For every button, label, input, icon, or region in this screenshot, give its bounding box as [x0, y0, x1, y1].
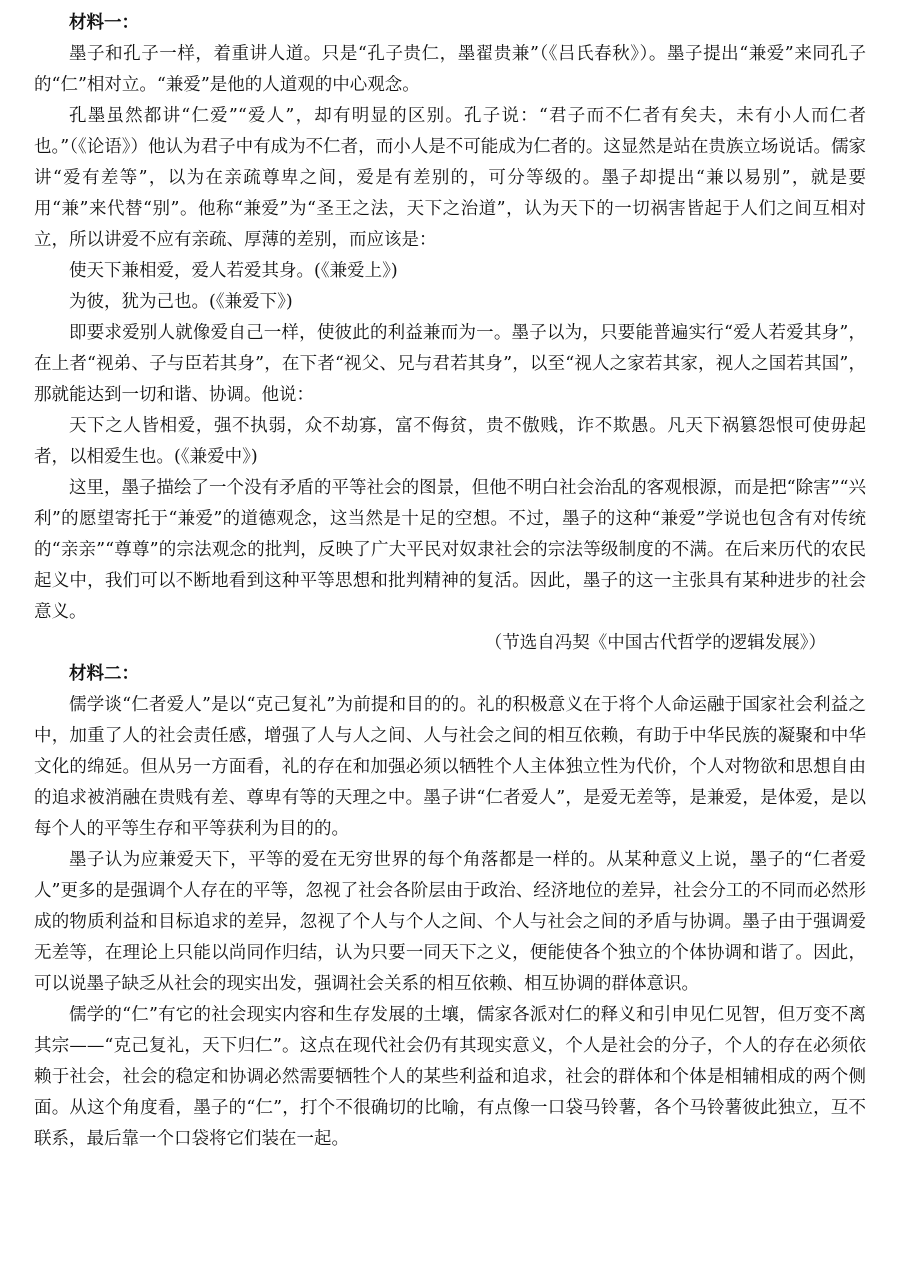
- material-1-paragraph-4: 这里，墨子描绘了一个没有矛盾的平等社会的图景，但他不明白社会治乱的客观根源，而是把“除害”“兴利”的愿望寄托于“兼爱”的道德观念，这当然是十足的空想。不过，墨子的这种“兼爱”学说也包含有对传统的“亲亲”“尊尊”的宗法观念的批判，反映了广大平民对奴隶社会的宗法等级制度的不满。在后来历代的农民起义中，我们可以不断地看到这种平等思想和批判精神的复活。因此，墨子的这一主张具有某种进步的社会意义。: [34, 478, 866, 622]
- material-1-source: （节选自冯契《中国古代哲学的逻辑发展》）: [484, 633, 826, 653]
- material-1-heading: 材料一：: [69, 13, 139, 33]
- material-1-paragraph-3: 即要求爱别人就像爱自己一样，使彼此的利益兼而为一。墨子以为，只要能普遍实行“爱人若爱其身”，在上者“视弟、子与臣若其身”，在下者“视父、兄与君若其身”，以至“视人之家若其家，视人之国若其国”，那就能达到一切和谐、协调。他说：: [34, 323, 866, 405]
- material-2-paragraph-1: 儒学谈“仁者爱人”是以“克己复礼”为前提和目的的。礼的积极意义在于将个人命运融于国家社会利益之中，加重了人的社会责任感，增强了人与人之间、人与社会之间的相互依赖，有助于中华民族的凝聚和中华文化的绵延。但从另一方面看，礼的存在和加强必须以牺牲个人主体独立性为代价，个人对物欲和思想自由的追求被消融在贵贱有差、尊卑有等的天理之中。墨子讲“仁者爱人”，是爱无差等，是兼爱，是体爱，是以每个人的平等生存和平等获利为目的的。: [34, 695, 866, 839]
- material-1-quote-2: 为彼，犹为己也。(《兼爱下》): [69, 292, 293, 312]
- material-2-heading: 材料二：: [69, 664, 139, 684]
- material-2-paragraph-2: 墨子认为应兼爱天下，平等的爱在无穷世界的每个角落都是一样的。从某种意义上说，墨子的“仁者爱人”更多的是强调个人存在的平等，忽视了社会各阶层由于政治、经济地位的差异，社会分工的不同而必然形成的物质利益和目标追求的差异，忽视了个人与个人之间、个人与社会之间的矛盾与协调。墨子由于强调爱无差等，在理论上只能以尚同作归结，认为只要一同天下之义，便能使各个独立的个体协调和谐了。因此，可以说墨子缺乏从社会的现实出发，强调社会关系的相互依赖、相互协调的群体意识。: [34, 850, 866, 994]
- material-1-quote-1: 使天下兼相爱，爱人若爱其身。(《兼爱上》): [69, 261, 398, 281]
- material-1-paragraph-2: 孔墨虽然都讲“仁爱”“爱人”，却有明显的区别。孔子说：“君子而不仁者有矣夫，未有小人而仁者也。”（《论语》）他认为君子中有成为不仁者，而小人是不可能成为仁者的。这显然是站在贵族立场说话。儒家讲“爱有差等”，以为在亲疏尊卑之间，爱是有差别的，可分等级的。墨子却提出“兼以易别”，就是要用“兼”来代替“别”。他称“兼爱”为“圣王之法，天下之治道”，认为天下的一切祸害皆起于人们之间互相对立，所以讲爱不应有亲疏、厚薄的差别，而应该是：: [34, 106, 866, 250]
- material-2-paragraph-3: 儒学的“仁”有它的社会现实内容和生存发展的土壤，儒家各派对仁的释义和引申见仁见智，但万变不离其宗——“克己复礼，天下归仁”。这点在现代社会仍有其现实意义，个人是社会的分子，个人的存在必须依赖于社会，社会的稳定和协调必然需要牺牲个人的某些利益和追求，社会的群体和个体是相辅相成的两个侧面。从这个角度看，墨子的“仁”，打个不很确切的比喻，有点像一口袋马铃薯，各个马铃薯彼此独立，互不联系，最后靠一个口袋将它们装在一起。: [34, 1005, 866, 1149]
- material-1-paragraph-1: 墨子和孔子一样，着重讲人道。只是“孔子贵仁，墨翟贵兼”（《吕氏春秋》）。墨子提出“兼爱”来同孔子的“仁”相对立。“兼爱”是他的人道观的中心观念。: [34, 44, 866, 95]
- material-1-quote-3: 天下之人皆相爱，强不执弱，众不劫寡，富不侮贫，贵不傲贱，诈不欺愚。凡天下祸篡怨恨可使毋起者，以相爱生也。(《兼爱中》): [34, 416, 866, 467]
